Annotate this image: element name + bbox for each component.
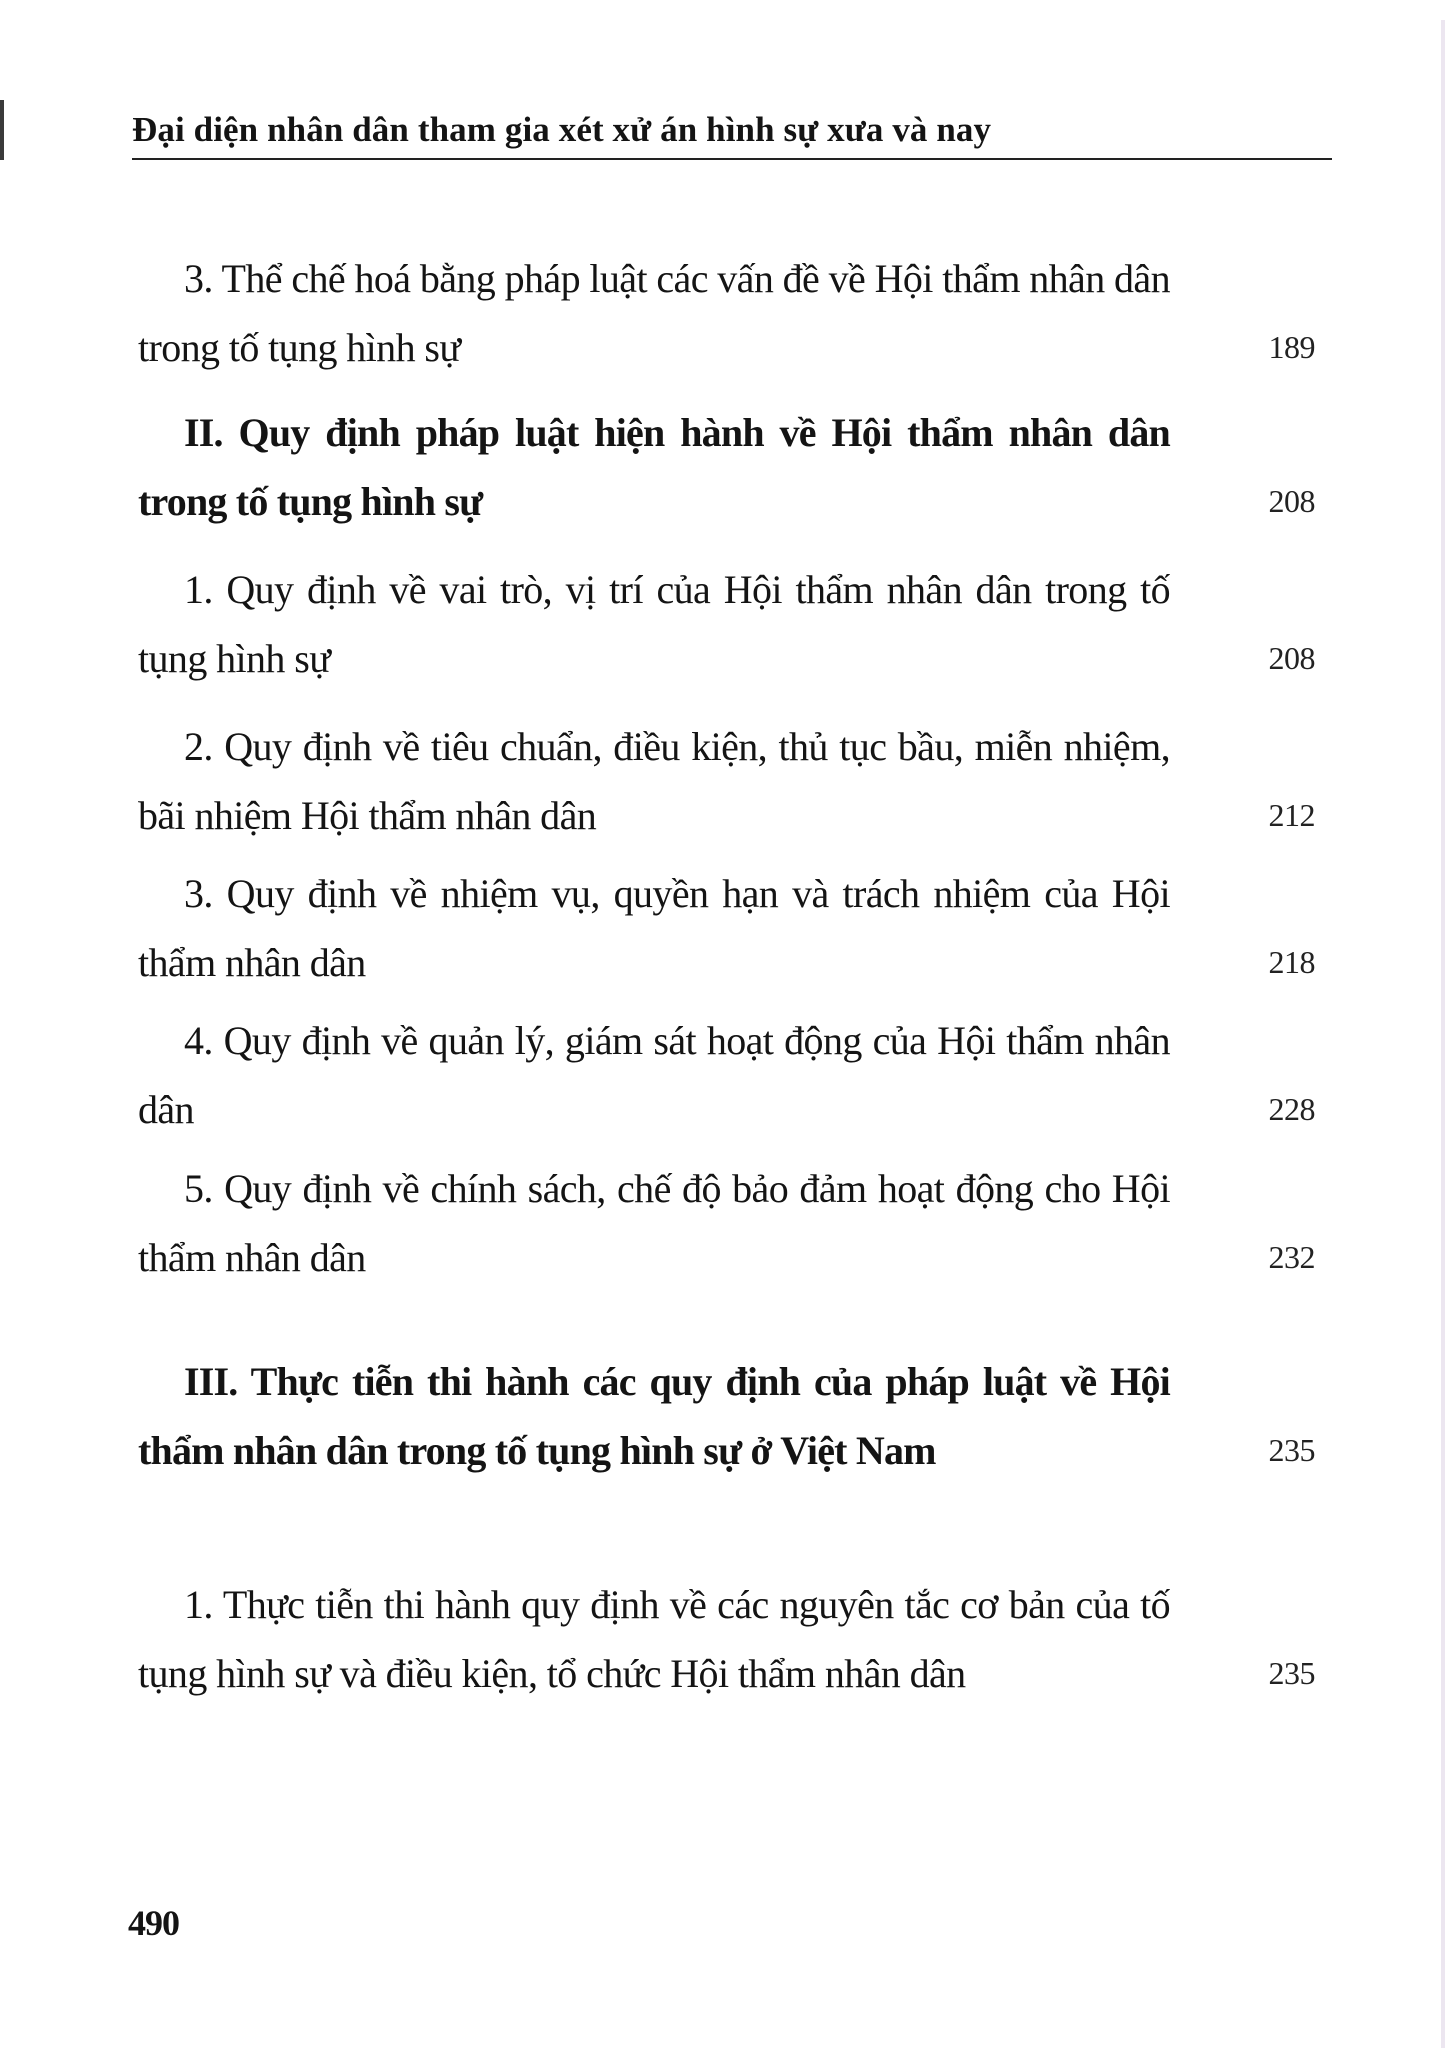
toc-entry-title: 1. Thực tiễn thi hành quy định về các nguyên tắc cơ bản của tố tụng hình sự và điều kiện, tổ chức Hội thẩm nhân dân: [138, 1582, 1170, 1696]
toc-entry: [138, 1570, 1318, 1708]
toc-entry-title: 5. Quy định về chính sách, chế độ bảo đảm hoạt động cho Hội thẩm nhân dân: [138, 1166, 1170, 1280]
toc-entry-page: 235: [1268, 1655, 1315, 1691]
toc-entry: [138, 244, 1318, 382]
toc-entry-title: 2. Quy định về tiêu chuẩn, điều kiện, thủ tục bầu, miễn nhiệm, bãi nhiệm Hội thẩm nhân dân: [138, 724, 1170, 838]
toc-entry-page: 218: [1268, 944, 1315, 980]
header-rule: [132, 158, 1332, 160]
toc-section-heading: [138, 1347, 1318, 1485]
toc-entry: [138, 859, 1318, 997]
toc-entry-title: III. Thực tiễn thi hành các quy định của pháp luật về Hội thẩm nhân dân trong tố tụng hình sự ở Việt Nam: [138, 1359, 1170, 1473]
toc-entry-page: 212: [1268, 797, 1315, 833]
toc-section-heading: [138, 398, 1318, 536]
toc-entry: [138, 712, 1318, 850]
toc-entry-title: 3. Quy định về nhiệm vụ, quyền hạn và trách nhiệm của Hội thẩm nhân dân: [138, 871, 1170, 985]
scan-edge-mark: [0, 100, 4, 160]
toc-entry-title: 4. Quy định về quản lý, giám sát hoạt động của Hội thẩm nhân dân: [138, 1018, 1170, 1132]
toc-entry-page: 208: [1268, 483, 1315, 519]
page-edge: [1441, 20, 1445, 2048]
toc-entry-page: 235: [1268, 1432, 1315, 1468]
toc-entry: [138, 1006, 1318, 1144]
running-head: Đại diện nhân dân tham gia xét xử án hình sự xưa và nay: [132, 110, 992, 149]
toc-entry-title: 3. Thể chế hoá bằng pháp luật các vấn đề về Hội thẩm nhân dân trong tố tụng hình sự: [138, 256, 1170, 370]
toc-entry-page: 232: [1268, 1239, 1315, 1275]
toc-entry: [138, 1154, 1318, 1292]
toc-entry-page: 208: [1268, 640, 1315, 676]
page-number: 490: [128, 1903, 179, 1943]
toc-entry-page: 189: [1268, 329, 1315, 365]
toc-entry-title: 1. Quy định về vai trò, vị trí của Hội thẩm nhân dân trong tố tụng hình sự: [138, 567, 1170, 681]
toc-entry-page: 228: [1268, 1091, 1315, 1127]
toc-entry: [138, 555, 1318, 693]
toc-entry-title: II. Quy định pháp luật hiện hành về Hội thẩm nhân dân trong tố tụng hình sự: [138, 410, 1170, 524]
